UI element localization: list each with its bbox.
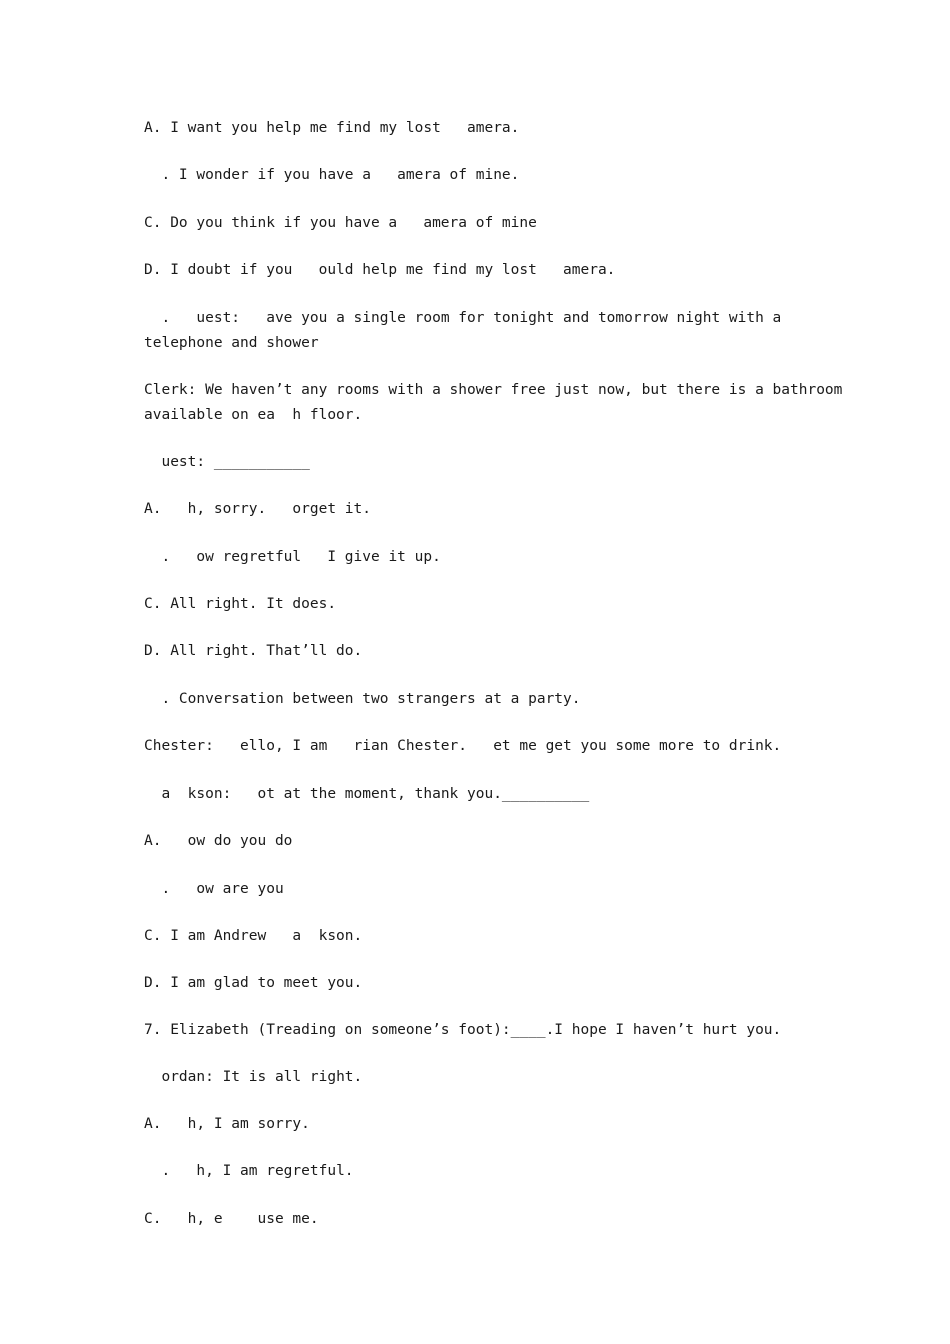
chester-line: Chester: ello, I am rian Chester. et me get you some more to drink. xyxy=(144,738,782,754)
jordan-line: ordan: It is all right. xyxy=(144,1069,363,1085)
option-d-room: D. All right. That’ll do. xyxy=(144,643,363,659)
option-a-apology: A. h, I am sorry. xyxy=(144,1116,310,1132)
option-d-camera: D. I doubt if you ould help me find my lost amera. xyxy=(144,262,616,278)
option-b-camera: . I wonder if you have a amera of mine. xyxy=(144,167,520,183)
option-b-apology: . h, I am regretful. xyxy=(144,1163,354,1179)
option-c-greeting: C. I am Andrew a kson. xyxy=(144,928,363,944)
option-a-room: A. h, sorry. orget it. xyxy=(144,501,371,517)
question-conversation: . Conversation between two strangers at a party. xyxy=(144,691,581,707)
option-b-greeting: . ow are you xyxy=(144,881,284,897)
option-a-camera: A. I want you help me find my lost amera. xyxy=(144,120,520,136)
option-d-greeting: D. I am glad to meet you. xyxy=(144,975,363,991)
option-c-camera: C. Do you think if you have a amera of mine xyxy=(144,215,537,231)
question-7: 7. Elizabeth (Treading on someone’s foot):____.I hope I haven’t hurt you. xyxy=(144,1022,782,1038)
question-guest-room: . uest: ave you a single room for tonight and tomorrow night with a telephone and shower xyxy=(144,310,791,351)
option-c-room: C. All right. It does. xyxy=(144,596,337,612)
guest-blank: uest: ___________ xyxy=(144,454,310,470)
option-b-room: . ow regretful I give it up. xyxy=(144,549,441,565)
jackson-line: a kson: ot at the moment, thank you.__________ xyxy=(144,786,590,802)
option-a-greeting: A. ow do you do xyxy=(144,833,293,849)
option-c-apology: C. h, e use me. xyxy=(144,1211,319,1227)
clerk-reply: Clerk: We haven’t any rooms with a shower free just now, but there is a bathroom available on ea h floor. xyxy=(144,382,852,423)
